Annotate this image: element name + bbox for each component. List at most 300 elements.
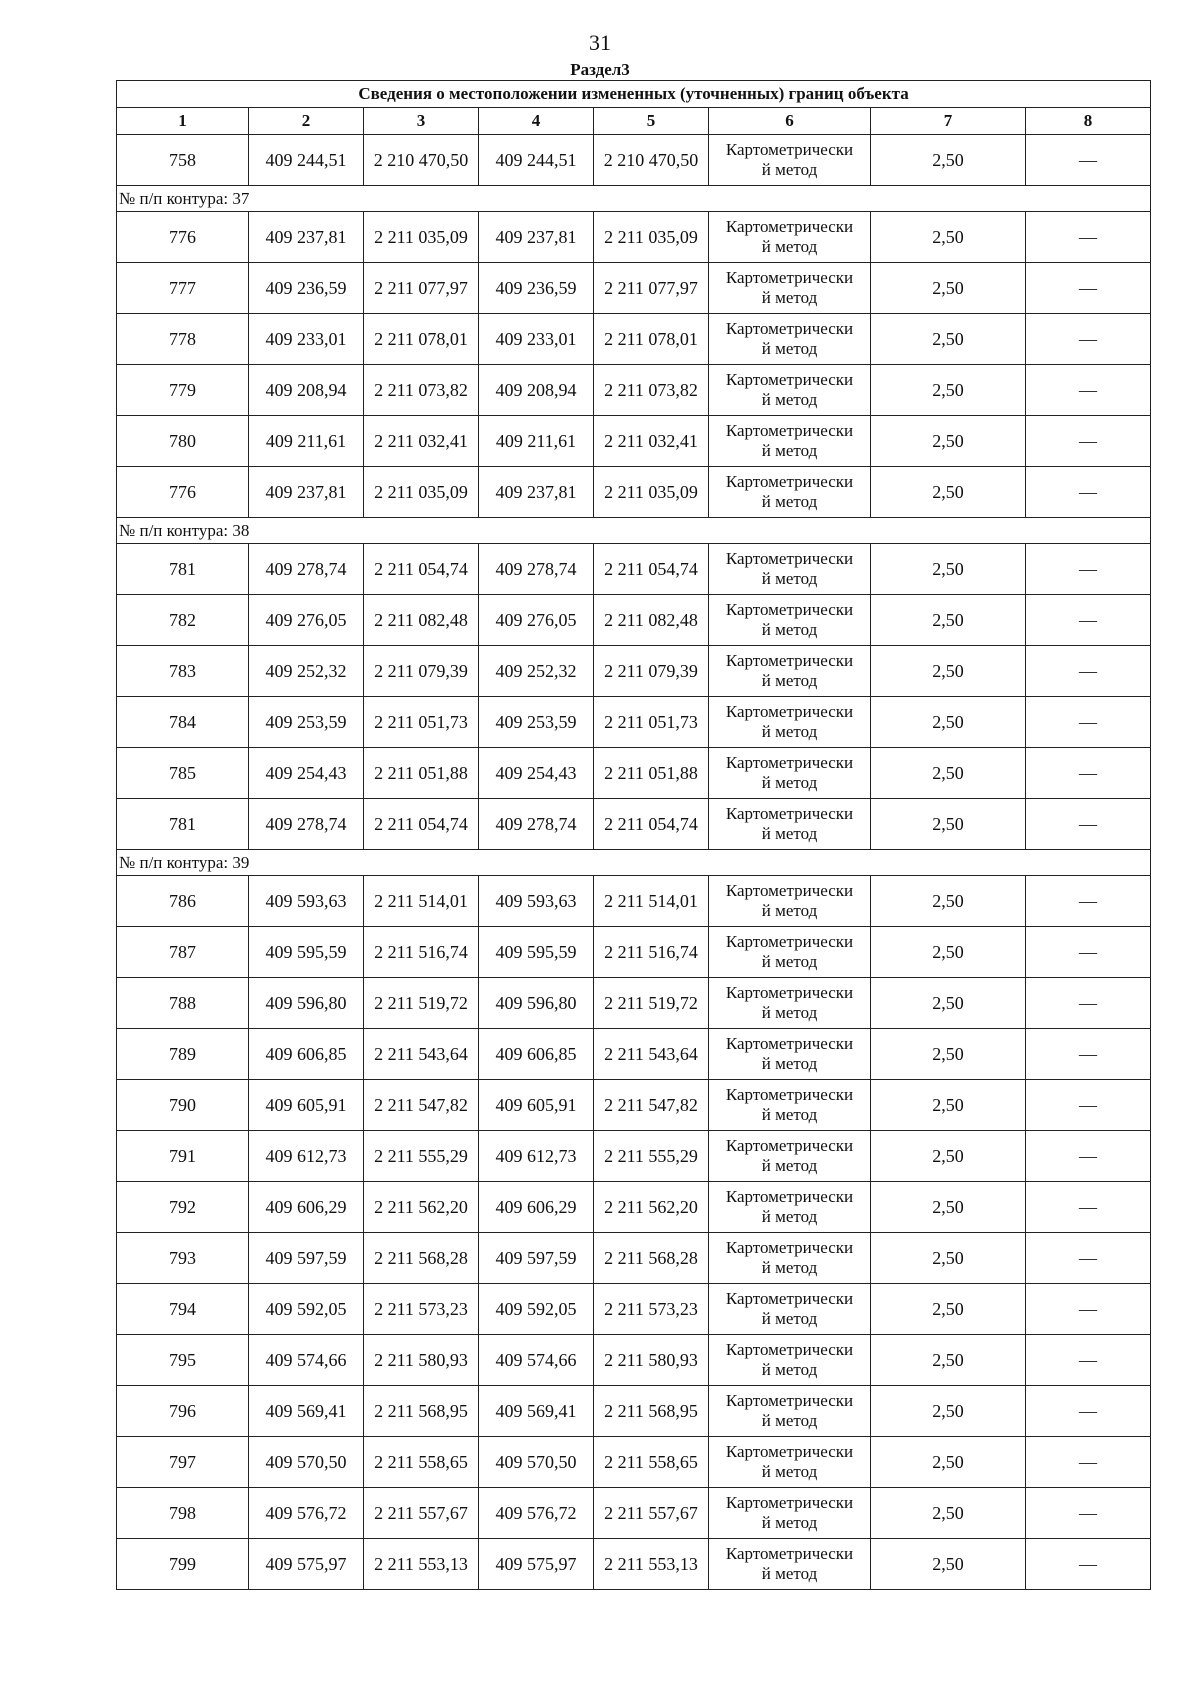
coord-y-existing: 2 211 553,13 xyxy=(364,1539,479,1590)
accuracy-value: 2,50 xyxy=(871,1233,1026,1284)
coord-y-new: 2 211 073,82 xyxy=(594,365,709,416)
table-row xyxy=(117,1182,1151,1233)
coord-x-new: 409 233,01 xyxy=(479,314,594,365)
coord-y-existing: 2 211 514,01 xyxy=(364,876,479,927)
coord-x-existing: 409 569,41 xyxy=(249,1386,364,1437)
point-number: 790 xyxy=(117,1080,249,1131)
coord-y-new: 2 211 051,88 xyxy=(594,748,709,799)
contour-row xyxy=(117,850,1151,876)
description-value: — xyxy=(1026,1437,1151,1488)
contour-row xyxy=(117,186,1151,212)
column-number: 1 xyxy=(117,108,249,135)
table-row xyxy=(117,595,1151,646)
table-row xyxy=(117,1437,1151,1488)
coord-y-new: 2 211 557,67 xyxy=(594,1488,709,1539)
description-value: — xyxy=(1026,876,1151,927)
table-row xyxy=(117,1488,1151,1539)
method-line-2: й метод xyxy=(761,952,818,971)
coord-x-existing: 409 237,81 xyxy=(249,467,364,518)
coord-y-existing: 2 211 516,74 xyxy=(364,927,479,978)
coord-y-existing: 2 211 555,29 xyxy=(364,1131,479,1182)
section-title: Раздел3 xyxy=(570,60,630,79)
method-line-1: Картометрически xyxy=(725,1442,854,1461)
method-cell xyxy=(709,595,871,646)
coord-x-existing: 409 278,74 xyxy=(249,799,364,850)
coord-x-existing: 409 276,05 xyxy=(249,595,364,646)
method-line-1: Картометрически xyxy=(725,1544,854,1563)
coord-x-existing: 409 605,91 xyxy=(249,1080,364,1131)
method-cell xyxy=(709,314,871,365)
description-value: — xyxy=(1026,1335,1151,1386)
accuracy-value: 2,50 xyxy=(871,135,1026,186)
table-row xyxy=(117,748,1151,799)
description-value: — xyxy=(1026,314,1151,365)
coord-x-new: 409 236,59 xyxy=(479,263,594,314)
method-cell xyxy=(709,876,871,927)
accuracy-value: 2,50 xyxy=(871,876,1026,927)
accuracy-value: 2,50 xyxy=(871,1437,1026,1488)
table-row xyxy=(117,1539,1151,1590)
point-number: 776 xyxy=(117,212,249,263)
method-line-2: й метод xyxy=(761,671,818,690)
coord-y-existing: 2 211 568,28 xyxy=(364,1233,479,1284)
description-value: — xyxy=(1026,595,1151,646)
accuracy-value: 2,50 xyxy=(871,1131,1026,1182)
point-number: 779 xyxy=(117,365,249,416)
coord-x-new: 409 612,73 xyxy=(479,1131,594,1182)
method-line-2: й метод xyxy=(761,722,818,741)
table-row xyxy=(117,212,1151,263)
page-number: 31 xyxy=(589,30,611,55)
coord-y-new: 2 211 082,48 xyxy=(594,595,709,646)
table-row xyxy=(117,544,1151,595)
contour-label: № п/п контура: 39 xyxy=(117,850,1151,876)
point-number: 787 xyxy=(117,927,249,978)
contour-label: № п/п контура: 38 xyxy=(117,518,1151,544)
table-row xyxy=(117,927,1151,978)
point-number: 785 xyxy=(117,748,249,799)
method-line-1: Картометрически xyxy=(725,881,854,900)
coord-y-new: 2 211 078,01 xyxy=(594,314,709,365)
coord-x-existing: 409 612,73 xyxy=(249,1131,364,1182)
point-number: 798 xyxy=(117,1488,249,1539)
coord-y-new: 2 211 035,09 xyxy=(594,212,709,263)
coord-y-new: 2 211 543,64 xyxy=(594,1029,709,1080)
description-value: — xyxy=(1026,1284,1151,1335)
method-line-2: й метод xyxy=(761,1360,818,1379)
method-line-2: й метод xyxy=(761,1054,818,1073)
method-line-1: Картометрически xyxy=(725,753,854,772)
description-value: — xyxy=(1026,748,1151,799)
coord-x-new: 409 606,29 xyxy=(479,1182,594,1233)
accuracy-value: 2,50 xyxy=(871,978,1026,1029)
table-row xyxy=(117,365,1151,416)
coord-x-new: 409 237,81 xyxy=(479,467,594,518)
accuracy-value: 2,50 xyxy=(871,1182,1026,1233)
coord-y-existing: 2 211 573,23 xyxy=(364,1284,479,1335)
point-number: 794 xyxy=(117,1284,249,1335)
table-row xyxy=(117,135,1151,186)
accuracy-value: 2,50 xyxy=(871,416,1026,467)
method-line-2: й метод xyxy=(761,1462,818,1481)
table-row xyxy=(117,263,1151,314)
method-line-2: й метод xyxy=(761,1309,818,1328)
method-cell xyxy=(709,212,871,263)
method-cell xyxy=(709,1335,871,1386)
coord-y-new: 2 211 555,29 xyxy=(594,1131,709,1182)
method-cell xyxy=(709,799,871,850)
coord-x-new: 409 208,94 xyxy=(479,365,594,416)
coord-y-new: 2 211 035,09 xyxy=(594,467,709,518)
coord-x-existing: 409 253,59 xyxy=(249,697,364,748)
column-number-row xyxy=(117,108,1151,135)
description-value: — xyxy=(1026,1182,1151,1233)
coord-y-new: 2 211 054,74 xyxy=(594,544,709,595)
coord-x-new: 409 596,80 xyxy=(479,978,594,1029)
coord-x-new: 409 570,50 xyxy=(479,1437,594,1488)
table-row xyxy=(117,416,1151,467)
coord-x-existing: 409 606,85 xyxy=(249,1029,364,1080)
description-value: — xyxy=(1026,1029,1151,1080)
coord-y-existing: 2 211 557,67 xyxy=(364,1488,479,1539)
coord-x-existing: 409 252,32 xyxy=(249,646,364,697)
description-value: — xyxy=(1026,1386,1151,1437)
coord-x-existing: 409 574,66 xyxy=(249,1335,364,1386)
coord-y-existing: 2 211 035,09 xyxy=(364,212,479,263)
point-number: 784 xyxy=(117,697,249,748)
table-row xyxy=(117,1284,1151,1335)
description-value: — xyxy=(1026,135,1151,186)
table-row xyxy=(117,314,1151,365)
method-cell xyxy=(709,697,871,748)
method-line-1: Картометрически xyxy=(725,702,854,721)
accuracy-value: 2,50 xyxy=(871,263,1026,314)
method-line-2: й метод xyxy=(761,824,818,843)
method-line-1: Картометрически xyxy=(725,1085,854,1104)
method-cell xyxy=(709,416,871,467)
coord-x-new: 409 575,97 xyxy=(479,1539,594,1590)
method-cell xyxy=(709,263,871,314)
coord-y-existing: 2 211 032,41 xyxy=(364,416,479,467)
coord-y-existing: 2 211 580,93 xyxy=(364,1335,479,1386)
method-cell xyxy=(709,467,871,518)
method-line-1: Картометрически xyxy=(725,217,854,236)
description-value: — xyxy=(1026,1488,1151,1539)
coord-y-new: 2 211 054,74 xyxy=(594,799,709,850)
contour-row xyxy=(117,518,1151,544)
point-number: 778 xyxy=(117,314,249,365)
description-value: — xyxy=(1026,646,1151,697)
coord-y-existing: 2 210 470,50 xyxy=(364,135,479,186)
table-row xyxy=(117,1233,1151,1284)
method-line-1: Картометрически xyxy=(725,1340,854,1359)
method-line-1: Картометрически xyxy=(725,1187,854,1206)
coord-x-existing: 409 592,05 xyxy=(249,1284,364,1335)
coord-y-existing: 2 211 079,39 xyxy=(364,646,479,697)
point-number: 789 xyxy=(117,1029,249,1080)
method-cell xyxy=(709,1080,871,1131)
column-number: 4 xyxy=(479,108,594,135)
method-line-2: й метод xyxy=(761,339,818,358)
accuracy-value: 2,50 xyxy=(871,1284,1026,1335)
accuracy-value: 2,50 xyxy=(871,1488,1026,1539)
coord-y-new: 2 211 547,82 xyxy=(594,1080,709,1131)
coord-y-existing: 2 211 519,72 xyxy=(364,978,479,1029)
accuracy-value: 2,50 xyxy=(871,212,1026,263)
coord-y-new: 2 211 519,72 xyxy=(594,978,709,1029)
description-value: — xyxy=(1026,1233,1151,1284)
coord-y-new: 2 211 562,20 xyxy=(594,1182,709,1233)
method-line-2: й метод xyxy=(761,1411,818,1430)
accuracy-value: 2,50 xyxy=(871,365,1026,416)
accuracy-value: 2,50 xyxy=(871,1386,1026,1437)
method-line-1: Картометрически xyxy=(725,1289,854,1308)
accuracy-value: 2,50 xyxy=(871,748,1026,799)
coord-x-existing: 409 596,80 xyxy=(249,978,364,1029)
point-number: 796 xyxy=(117,1386,249,1437)
description-value: — xyxy=(1026,1131,1151,1182)
method-line-2: й метод xyxy=(761,1156,818,1175)
method-line-2: й метод xyxy=(761,1564,818,1583)
table-row xyxy=(117,1335,1151,1386)
method-line-1: Картометрически xyxy=(725,983,854,1002)
description-value: — xyxy=(1026,1539,1151,1590)
coord-x-new: 409 597,59 xyxy=(479,1233,594,1284)
method-cell xyxy=(709,1539,871,1590)
table-row xyxy=(117,1131,1151,1182)
coord-y-new: 2 211 573,23 xyxy=(594,1284,709,1335)
method-line-2: й метод xyxy=(761,1513,818,1532)
table-row xyxy=(117,467,1151,518)
method-line-2: й метод xyxy=(761,901,818,920)
accuracy-value: 2,50 xyxy=(871,1335,1026,1386)
coord-y-new: 2 211 516,74 xyxy=(594,927,709,978)
coord-y-existing: 2 211 051,73 xyxy=(364,697,479,748)
coord-x-existing: 409 570,50 xyxy=(249,1437,364,1488)
description-value: — xyxy=(1026,467,1151,518)
coord-y-new: 2 211 568,95 xyxy=(594,1386,709,1437)
table-row xyxy=(117,799,1151,850)
method-cell xyxy=(709,365,871,416)
coord-y-existing: 2 211 054,74 xyxy=(364,799,479,850)
column-number: 6 xyxy=(709,108,871,135)
point-number: 795 xyxy=(117,1335,249,1386)
column-number: 7 xyxy=(871,108,1026,135)
coord-y-existing: 2 211 543,64 xyxy=(364,1029,479,1080)
coord-x-existing: 409 244,51 xyxy=(249,135,364,186)
coord-x-new: 409 244,51 xyxy=(479,135,594,186)
method-line-2: й метод xyxy=(761,1207,818,1226)
method-line-1: Картометрически xyxy=(725,651,854,670)
method-line-2: й метод xyxy=(761,1258,818,1277)
coord-x-existing: 409 597,59 xyxy=(249,1233,364,1284)
method-cell xyxy=(709,646,871,697)
coord-x-existing: 409 595,59 xyxy=(249,927,364,978)
accuracy-value: 2,50 xyxy=(871,314,1026,365)
coord-x-new: 409 253,59 xyxy=(479,697,594,748)
method-line-1: Картометрически xyxy=(725,1391,854,1410)
method-line-2: й метод xyxy=(761,288,818,307)
point-number: 791 xyxy=(117,1131,249,1182)
method-line-1: Картометрически xyxy=(725,1136,854,1155)
coord-y-new: 2 211 568,28 xyxy=(594,1233,709,1284)
table-body xyxy=(117,135,1151,1590)
coord-x-new: 409 569,41 xyxy=(479,1386,594,1437)
description-value: — xyxy=(1026,799,1151,850)
coord-x-new: 409 576,72 xyxy=(479,1488,594,1539)
accuracy-value: 2,50 xyxy=(871,646,1026,697)
method-cell xyxy=(709,1233,871,1284)
method-line-2: й метод xyxy=(761,441,818,460)
coord-x-existing: 409 236,59 xyxy=(249,263,364,314)
coord-y-existing: 2 211 082,48 xyxy=(364,595,479,646)
method-line-2: й метод xyxy=(761,773,818,792)
point-number: 776 xyxy=(117,467,249,518)
accuracy-value: 2,50 xyxy=(871,595,1026,646)
coord-x-existing: 409 233,01 xyxy=(249,314,364,365)
coord-x-new: 409 278,74 xyxy=(479,799,594,850)
point-number: 793 xyxy=(117,1233,249,1284)
method-line-2: й метод xyxy=(761,492,818,511)
method-cell xyxy=(709,978,871,1029)
table-caption: Сведения о местоположении измененных (уточненных) границ объекта xyxy=(117,81,1151,108)
coord-x-existing: 409 254,43 xyxy=(249,748,364,799)
table-row xyxy=(117,1386,1151,1437)
table-row xyxy=(117,697,1151,748)
coord-x-new: 409 595,59 xyxy=(479,927,594,978)
coord-x-new: 409 606,85 xyxy=(479,1029,594,1080)
method-line-1: Картометрически xyxy=(725,1034,854,1053)
method-line-1: Картометрически xyxy=(725,1238,854,1257)
method-cell xyxy=(709,1131,871,1182)
column-number: 5 xyxy=(594,108,709,135)
column-number: 2 xyxy=(249,108,364,135)
accuracy-value: 2,50 xyxy=(871,697,1026,748)
coord-x-new: 409 574,66 xyxy=(479,1335,594,1386)
description-value: — xyxy=(1026,927,1151,978)
table-row xyxy=(117,1080,1151,1131)
method-line-1: Картометрически xyxy=(725,268,854,287)
description-value: — xyxy=(1026,416,1151,467)
coord-y-new: 2 211 514,01 xyxy=(594,876,709,927)
method-line-1: Картометрически xyxy=(725,370,854,389)
method-line-2: й метод xyxy=(761,620,818,639)
coord-x-existing: 409 593,63 xyxy=(249,876,364,927)
coord-x-existing: 409 237,81 xyxy=(249,212,364,263)
method-line-1: Картометрически xyxy=(725,549,854,568)
point-number: 799 xyxy=(117,1539,249,1590)
coord-y-existing: 2 211 568,95 xyxy=(364,1386,479,1437)
method-line-1: Картометрически xyxy=(725,140,854,159)
point-number: 786 xyxy=(117,876,249,927)
contour-label: № п/п контура: 37 xyxy=(117,186,1151,212)
column-number: 8 xyxy=(1026,108,1151,135)
method-line-2: й метод xyxy=(761,1003,818,1022)
method-line-2: й метод xyxy=(761,160,818,179)
accuracy-value: 2,50 xyxy=(871,799,1026,850)
coord-x-existing: 409 575,97 xyxy=(249,1539,364,1590)
method-cell xyxy=(709,1284,871,1335)
coord-y-existing: 2 211 035,09 xyxy=(364,467,479,518)
coord-y-new: 2 211 580,93 xyxy=(594,1335,709,1386)
coord-y-new: 2 211 077,97 xyxy=(594,263,709,314)
description-value: — xyxy=(1026,978,1151,1029)
coord-x-existing: 409 211,61 xyxy=(249,416,364,467)
method-line-2: й метод xyxy=(761,237,818,256)
method-cell xyxy=(709,544,871,595)
coord-y-new: 2 211 553,13 xyxy=(594,1539,709,1590)
coord-y-existing: 2 211 054,74 xyxy=(364,544,479,595)
description-value: — xyxy=(1026,697,1151,748)
coord-x-existing: 409 606,29 xyxy=(249,1182,364,1233)
point-number: 792 xyxy=(117,1182,249,1233)
coord-x-existing: 409 208,94 xyxy=(249,365,364,416)
method-line-1: Картометрически xyxy=(725,804,854,823)
coord-x-existing: 409 278,74 xyxy=(249,544,364,595)
coord-x-new: 409 211,61 xyxy=(479,416,594,467)
method-cell xyxy=(709,1182,871,1233)
coord-x-new: 409 276,05 xyxy=(479,595,594,646)
accuracy-value: 2,50 xyxy=(871,544,1026,595)
description-value: — xyxy=(1026,365,1151,416)
point-number: 783 xyxy=(117,646,249,697)
method-cell xyxy=(709,1488,871,1539)
point-number: 781 xyxy=(117,799,249,850)
coord-x-new: 409 593,63 xyxy=(479,876,594,927)
description-value: — xyxy=(1026,212,1151,263)
table-row xyxy=(117,876,1151,927)
method-line-1: Картометрически xyxy=(725,1493,854,1512)
coord-x-new: 409 605,91 xyxy=(479,1080,594,1131)
point-number: 780 xyxy=(117,416,249,467)
method-cell xyxy=(709,748,871,799)
coord-y-existing: 2 211 077,97 xyxy=(364,263,479,314)
table-row xyxy=(117,1029,1151,1080)
accuracy-value: 2,50 xyxy=(871,467,1026,518)
coord-x-new: 409 592,05 xyxy=(479,1284,594,1335)
coord-x-new: 409 237,81 xyxy=(479,212,594,263)
method-cell xyxy=(709,1386,871,1437)
point-number: 777 xyxy=(117,263,249,314)
coordinates-table xyxy=(116,80,1151,1590)
description-value: — xyxy=(1026,1080,1151,1131)
accuracy-value: 2,50 xyxy=(871,1080,1026,1131)
coord-x-new: 409 252,32 xyxy=(479,646,594,697)
coord-y-new: 2 211 079,39 xyxy=(594,646,709,697)
point-number: 758 xyxy=(117,135,249,186)
coord-y-existing: 2 211 051,88 xyxy=(364,748,479,799)
method-line-1: Картометрически xyxy=(725,932,854,951)
point-number: 797 xyxy=(117,1437,249,1488)
description-value: — xyxy=(1026,544,1151,595)
point-number: 782 xyxy=(117,595,249,646)
method-line-1: Картометрически xyxy=(725,472,854,491)
accuracy-value: 2,50 xyxy=(871,927,1026,978)
method-cell xyxy=(709,927,871,978)
coord-x-new: 409 254,43 xyxy=(479,748,594,799)
coord-y-new: 2 211 032,41 xyxy=(594,416,709,467)
coord-x-existing: 409 576,72 xyxy=(249,1488,364,1539)
coord-y-existing: 2 211 547,82 xyxy=(364,1080,479,1131)
method-line-1: Картометрически xyxy=(725,600,854,619)
accuracy-value: 2,50 xyxy=(871,1029,1026,1080)
point-number: 781 xyxy=(117,544,249,595)
coord-y-new: 2 211 558,65 xyxy=(594,1437,709,1488)
coord-y-existing: 2 211 558,65 xyxy=(364,1437,479,1488)
table-row xyxy=(117,646,1151,697)
point-number: 788 xyxy=(117,978,249,1029)
method-line-1: Картометрически xyxy=(725,319,854,338)
